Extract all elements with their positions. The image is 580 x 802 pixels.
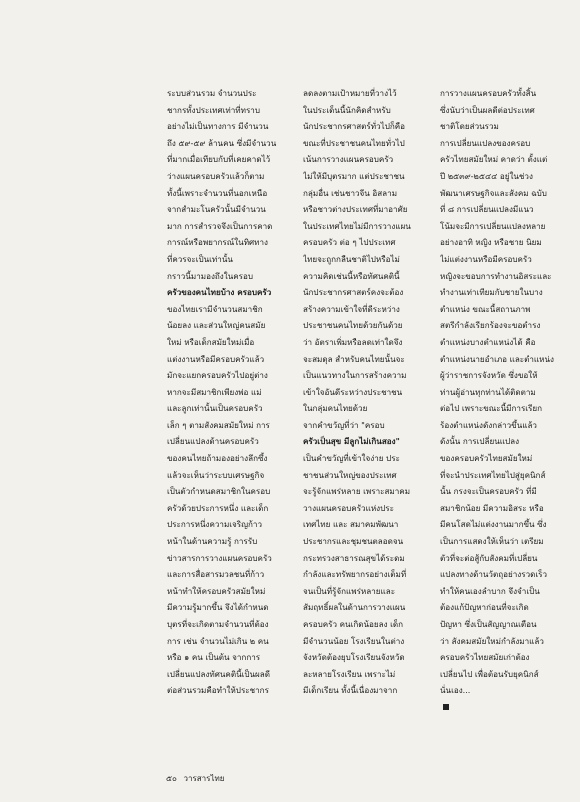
text-line: จากคำขวัญที่ว่า "ครอบ <box>303 419 385 430</box>
text-line: ข่าวสารการวางแผนครอบครัว <box>167 552 272 563</box>
text-line: จะรู้จักแพร่หลาย เพราะสมาคม <box>303 486 411 497</box>
text-line: พัฒนาเศรษฐกิจและสังคม ฉบับ <box>440 187 547 198</box>
text-line: ที่มากเมื่อเทียบกับที่เคยคาดไว้ <box>167 154 271 165</box>
text-line: มีความรู้มากขึ้น จึงได้กำหนด <box>167 602 269 613</box>
text-line: อย่างอาทิ หญิง หรือชาย นิยม <box>440 237 542 248</box>
text-line: ร้องตำแหน่งดังกล่าวขึ้นแล้ว <box>440 419 537 430</box>
text-line: และการสื่อสารมวลชนที่ก้าว <box>167 569 265 580</box>
text-line: ทั้งนี้เพราะจำนวนที่นอกเหนือ <box>167 187 268 198</box>
text-line: ตัวที่จะต่อสู้กับสังคมที่เปลี่ยน <box>440 552 538 563</box>
text-line: และลูกเท่านั้นเป็นครอบครัว <box>167 403 263 414</box>
text-line: น้อยลง และส่วนใหญ่คนสมัย <box>167 320 266 331</box>
text-line: ในกลุ่มคนไทยด้วย <box>303 403 368 414</box>
text-line: ปี ๒๕๓๙-๒๕๔๔ อยู่ในช่วง <box>440 170 533 181</box>
text-line: ลดลงตามเป้าหมายที่วางไว้ <box>303 88 397 98</box>
text-line: อย่างไม่เป็นทางการ มีจำนวน <box>167 121 269 132</box>
text-line: สัมฤทธิ์ผลในด้านการวางแผน <box>303 602 406 613</box>
text-line: เน้นการวางแผนครอบครัว <box>303 154 394 165</box>
text-line: ไทยจะถูกกลืนชาติไปหรือไม่ <box>303 253 400 264</box>
text-line: หรือ ๑ คน เป็นต้น จากการ <box>167 652 261 663</box>
text-line: เป็นตัวกำหนดสมาชิกในครอบ <box>167 486 271 497</box>
text-line: แล้วจะเห็นว่าระบบเศรษฐกิจ <box>167 469 265 480</box>
text-line: มีเด็กเรียน ทั้งนี้เนื่องมาจาก <box>303 685 398 696</box>
text-line: โน้มจะมีการเปลี่ยนแปลงหลาย <box>440 220 546 231</box>
text-line: เปลี่ยนไป เพื่อต้อนรับยุคนิกส์ <box>440 668 539 679</box>
text-line: ใหม่ หรือเด็กสมัยใหม่เมื่อ <box>167 336 255 347</box>
text-line: ผู้ว่าราชการจังหวัด ซึ่งขอให้ <box>440 370 538 381</box>
text-line: ตำแหน่ง ขณะนี้สถานภาพ <box>440 303 531 314</box>
text-line: กราวนี้มามองถึงในครอบ <box>167 270 253 281</box>
text-line: ประการหนึ่งความเจริญก้าว <box>167 519 263 530</box>
text-line: นั่นเอง... <box>440 685 471 696</box>
text-line: จากสำมะโนครัวนั้นมีจำนวน <box>167 204 266 215</box>
text-line: ของครอบครัวไทยสมัยใหม่ <box>440 453 533 464</box>
text-line: ต้องแก้ปัญหาก่อนที่จะเกิด <box>440 602 529 613</box>
text-line: ที่ ๘ การเปลี่ยนแปลงมีแนว <box>440 204 534 215</box>
text-line: สมาชิกน้อย มีความอิสระ หรือ <box>440 502 544 513</box>
text-line: ครอบครัวไทยสมัยเก่าต้อง <box>440 652 530 663</box>
text-line: ที่จะนำประเทศไทยไปสู่ยุคนิกส์ <box>440 469 546 480</box>
text-line: นักประชากรศาสตร์ทั่วไปก็คือ <box>303 121 406 132</box>
text-line: แปลงทางด้านวัตถุอย่างรวดเร็ว <box>440 569 548 580</box>
text-line: ท่านผู้อ่านทุกท่านได้ติดตาม <box>440 386 536 397</box>
text-line: ต่อส่วนรวมคือทำให้ประชากร <box>167 685 269 696</box>
text-line: เข้าใจอันดีระหว่างประชาชน <box>303 386 403 397</box>
text-line: ครัวไทยสมัยใหม่ คาดว่า ตั้งแต่ <box>440 154 548 165</box>
text-line: ความคิดเช่นนี้หรือทัศนคตินี้ <box>303 270 400 281</box>
text-line: ประชากรและชุมชนตลอดจน <box>303 536 404 547</box>
magazine-title: วารสารไทย <box>183 774 225 783</box>
text-line: ว่า อัตราเพิ่มหรือลดเท่าใดจึง <box>303 336 403 347</box>
text-line: เป็นการแสดงให้เห็นว่า เตรียม <box>440 536 544 547</box>
text-line: ถึง ๕๙-๕๙ ล้านคน ซึ่งมีจำนวน <box>167 137 277 148</box>
text-line: หรือชาวต่างประเทศที่มาอาศัย <box>303 204 408 215</box>
text-line: ตำแหน่งนายอำเภอ และตำแหน่ง <box>440 353 554 364</box>
text-line: หน้าทำให้ครอบครัวสมัยใหม่ <box>167 585 266 596</box>
text-line: เป็นคำขวัญที่เข้าใจง่าย ประ <box>303 453 400 464</box>
text-line: เล็ก ๆ ตามสังคมสมัยใหม่ การ <box>167 419 270 430</box>
text-line: การวางแผนครอบครัวทั้งสิ้น <box>440 88 537 98</box>
text-line: กำลังและทรัพยากรอย่างเต็มที่ <box>303 569 407 580</box>
text-line: ครัวของคนไทยบ้าง ครอบครัว <box>167 287 272 298</box>
text-line: จะสมดุล สำหรับคนไทยนั้นจะ <box>303 353 405 364</box>
text-line: ดังนั้น การเปลี่ยนแปลง <box>440 436 520 447</box>
page-number: ๕๐ <box>166 774 177 783</box>
text-line: จนเป็นที่รู้จักแพร่หลายและ <box>303 585 396 596</box>
text-line: ต่อไป เพราะขณะนี้มีการเรียก <box>440 403 543 414</box>
text-line: วางแผนครอบครัวแห่งประ <box>303 502 394 513</box>
text-line: หากจะมีสมาชิกเพียงพ่อ แม่ <box>167 386 262 397</box>
text-line: ครอบครัว ต่อ ๆ ไปประเทศ <box>303 237 396 248</box>
text-line: มีจำนวนน้อย โรงเรียนในต่าง <box>303 635 405 646</box>
text-line: นักประชากรศาสตร์คงจะต้อง <box>303 287 404 298</box>
text-line: เปลี่ยนแปลงทัศนคตินี้เป็นผลดี <box>167 668 271 679</box>
text-line: ครอบครัว คนเกิดน้อยลง เด็ก <box>303 619 404 629</box>
text-line: ชาชนส่วนใหญ่ของประเทศ <box>303 469 397 480</box>
text-line: ของคนไทยถ้ามองอย่างลึกซึ้ง <box>167 453 268 464</box>
text-line: ครัวเป็นสุข มีลูกไม่เกินสอง" <box>303 436 400 447</box>
text-line: ทำงานเท่าเทียมกับชายในบาง <box>440 287 543 298</box>
text-line: ชาติโดยส่วนรวม <box>440 121 499 132</box>
text-line: ซึ่งนับว่าเป็นผลดีต่อประเทศ <box>440 104 535 115</box>
text-line: ตำแหน่งบางตำแหน่งได้ คือ <box>440 336 536 347</box>
text-line: การ เช่น จำนวนไม่เกิน ๒ คน <box>167 635 269 646</box>
text-line: ทำให้คนเองลำบาก จึงจำเป็น <box>440 585 540 596</box>
text-column-2 <box>303 85 435 699</box>
text-line: การณ์หรือพยากรณ์ในทิศทาง <box>167 237 269 248</box>
text-line: สตรีกำลังเรียกร้องจะขอตำรง <box>440 320 541 331</box>
text-line: บุตรที่จะเกิดตามจำนวนที่ต้อง <box>167 619 269 629</box>
article-end-mark <box>443 704 449 710</box>
text-column-3 <box>440 85 572 716</box>
text-line: มักจะแยกครอบครัวไปอยู่ต่าง <box>167 370 268 381</box>
text-line: ชากรทั้งประเทศเท่าที่ทราบ <box>167 104 260 115</box>
text-line: ของไทยเรามีจำนวนสมาชิก <box>167 303 263 314</box>
text-line: ไม่แต่งงานหรือมีครอบครัว <box>440 253 532 264</box>
text-line: แต่งงานหรือมีครอบครัวแล้ว <box>167 353 265 364</box>
text-line: มาก การสำรวจจึงเป็นการคาด <box>167 220 273 231</box>
text-line: หญิงจะขอบการทำงานอิสระและ <box>440 270 552 281</box>
text-line: ในประเทศไทยไม่มีการวางแผน <box>303 220 411 231</box>
text-line: ครัวด้วยประการหนึ่ง และเด็ก <box>167 502 269 513</box>
text-line: ประชาชนคนไทยด้วยกันด้วย <box>303 320 403 331</box>
text-line: เทศไทย และ สมาคมพัฒนา <box>303 519 399 530</box>
text-line: ในประเด็นนี้นักคิดสำหรับ <box>303 104 391 115</box>
text-line: ไม่ให้มีบุตรมาก แต่ประชาชน <box>303 170 405 181</box>
text-line: จังหวัดต้องยุบโรงเรียนจังหวัด <box>303 652 405 663</box>
text-line: เป็นแนวทางในการสร้างความ <box>303 370 407 381</box>
text-line: ละหลายโรงเรียน เพราะไม่ <box>303 668 396 679</box>
text-line: สร้างความเข้าใจที่ดีระหว่าง <box>303 303 400 314</box>
text-line: มีคนโสดไม่แต่งงานมากขึ้น ซึ่ง <box>440 519 547 530</box>
page-footer <box>166 772 224 785</box>
text-line: หน้าในด้านความรู้ การรับ <box>167 536 258 547</box>
text-line: ว่า สังคมสมัยใหม่กำลังมาแล้ว <box>440 635 544 646</box>
text-line: ปัญหา ซึ่งเป็นสัญญาณเตือน <box>440 619 537 629</box>
text-column-1 <box>167 85 299 699</box>
text-line: เปลี่ยนแปลงด้านครอบครัว <box>167 436 259 447</box>
text-line: ระบบส่วนรวม จำนวนประ <box>167 88 257 98</box>
text-line: กลุ่มอื่น เช่นชาวจีน อิสลาม <box>303 187 398 198</box>
text-line: ขณะที่ประชาชนคนไทยทั่วไป <box>303 137 405 148</box>
text-line: ว่างแผนครอบครัวแล้วก็ตาม <box>167 170 265 181</box>
text-line: นั้น กรงจะเป็นครอบครัว ที่มี <box>440 486 537 497</box>
text-line: กระทรวงสาธารณสุขได้ระดม <box>303 552 405 563</box>
text-line: การเปลี่ยนแปลงของครอบ <box>440 137 531 148</box>
text-line: ที่ควรจะเป็นเท่านั้น <box>167 253 233 264</box>
